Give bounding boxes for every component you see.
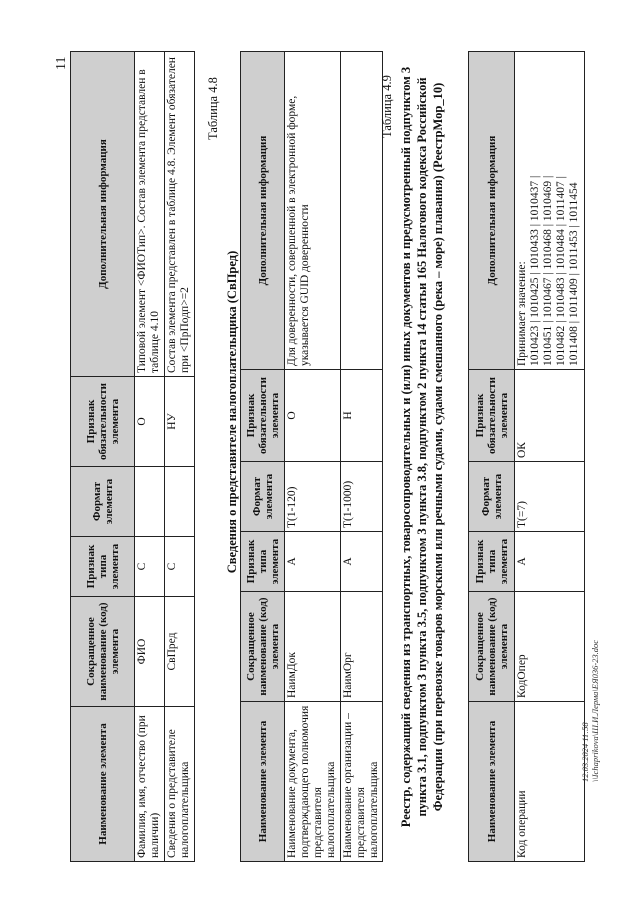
cell-type: А <box>285 532 341 592</box>
cell-type: С <box>165 537 195 597</box>
col-header-req: Признак обязательности элемента <box>241 370 285 462</box>
code-line: 1010451 | 1010467 | 1010468 | 1010469 | <box>542 175 554 366</box>
cell-code: НаимОрг <box>341 592 383 702</box>
cell-format: Т(1-120) <box>285 462 341 532</box>
cell-req: О <box>285 370 341 462</box>
cell-info: Типовой элемент <ФИОТип>. Состав элемента представлен в таблице 4.10 <box>135 52 165 377</box>
col-header-req: Признак обязательности элемента <box>469 370 515 462</box>
cell-name: Сведения о представителе налогоплательщика <box>165 707 195 862</box>
cell-req: ОК <box>515 370 585 462</box>
cell-req: Н <box>341 370 383 462</box>
col-header-code: Сокращенное наименование (код) элемента <box>469 592 515 702</box>
page-number: 11 <box>54 56 69 70</box>
cell-name: Наименование организации – представителя налогоплательщика <box>341 702 383 862</box>
cell-req: НУ <box>165 377 195 467</box>
col-header-code: Сокращенное наименование (код) элемента <box>241 592 285 702</box>
code-line: 1011408 | 1011409 | 1011453 | 1011454 <box>568 182 580 366</box>
cell-req: О <box>135 377 165 467</box>
cell-type: А <box>515 532 585 592</box>
col-header-req: Признак обязательности элемента <box>71 377 135 467</box>
table-4-9-caption: Реестр, содержащий сведения из транспортных, товаросопроводительных и (или) иных документов и предусмотренный подпунктом 3 пункта 3.1, подпунктом 3 пункта 3.5, подпунктом 3 пункта 3.8, подпунктом 2 пункта 14 статьи 165 Налогового кодекса Российской Федерации (при перевозке товаров морскими или речными судами, судами смешанного (река – море) плавания) (РеестрМор_10) <box>399 66 445 828</box>
col-header-info: Дополнительная информация <box>241 52 285 370</box>
table-4-9 <box>468 51 585 862</box>
cell-name: Фамилия, имя, отчество (при наличии) <box>135 707 165 862</box>
cell-format <box>165 467 195 537</box>
cell-info: Состав элемента представлен в таблице 4.8. Элемент обязателен при <ПрПодп>=2 <box>165 52 195 377</box>
footer-timestamp: 12.03.2024 11:58 <box>580 722 590 782</box>
cell-format: Т(1-1000) <box>341 462 383 532</box>
file-footer <box>580 640 600 782</box>
code-line: 1010423 | 1010425 | 1010433 | 1010437 | <box>529 175 541 366</box>
code-line: 1010482 | 1010483 | 1010484 | 1011407 | <box>555 176 567 366</box>
col-header-name: Наименование элемента <box>469 702 515 862</box>
col-header-format: Формат элемента <box>71 467 135 537</box>
footer-path: \\Ichaprikova\Ш.И.Лерма\ЕЯ036-23.doc <box>590 639 600 782</box>
col-header-type: Признак типа элемента <box>71 537 135 597</box>
col-header-format: Формат элемента <box>241 462 285 532</box>
cell-info <box>515 52 585 370</box>
operation-codes <box>529 55 581 366</box>
col-header-name: Наименование элемента <box>71 707 135 862</box>
table-row <box>515 52 585 862</box>
table-row <box>341 52 383 862</box>
col-header-code: Сокращенное наименование (код) элемента <box>71 597 135 707</box>
cell-format <box>135 467 165 537</box>
col-header-format: Формат элемента <box>469 462 515 532</box>
table-row <box>285 52 341 862</box>
cell-code: ФИО <box>135 597 165 707</box>
cell-info: Для доверенности, совершенной в электронной форме, указывается GUID доверенности <box>285 52 341 370</box>
col-header-type: Признак типа элемента <box>469 532 515 592</box>
col-header-info: Дополнительная информация <box>71 52 135 377</box>
cell-type: А <box>341 532 383 592</box>
col-header-name: Наименование элемента <box>241 702 285 862</box>
table-previous <box>70 51 195 862</box>
cell-info <box>341 52 383 370</box>
info-title: Принимает значение: <box>516 261 528 366</box>
cell-type: С <box>135 537 165 597</box>
table-row <box>165 52 195 862</box>
cell-name: Наименование документа, подтверждающего полномочия представителя налогоплательщика <box>285 702 341 862</box>
cell-code: НаимДок <box>285 592 341 702</box>
table-4-9-label: Таблица 4.9 <box>380 75 394 138</box>
cell-code: КодОпер <box>515 592 585 702</box>
table-4-8-caption: Сведения о представителе налогоплательщика (СвПред) <box>225 250 239 574</box>
cell-format: Т(=7) <box>515 462 585 532</box>
col-header-type: Признак типа элемента <box>241 532 285 592</box>
table-4-8 <box>240 51 383 862</box>
table-row <box>135 52 165 862</box>
cell-name: Код операции <box>515 702 585 862</box>
cell-code: СвПред <box>165 597 195 707</box>
table-4-8-label: Таблица 4.8 <box>206 77 220 140</box>
col-header-info: Дополнительная информация <box>469 52 515 370</box>
